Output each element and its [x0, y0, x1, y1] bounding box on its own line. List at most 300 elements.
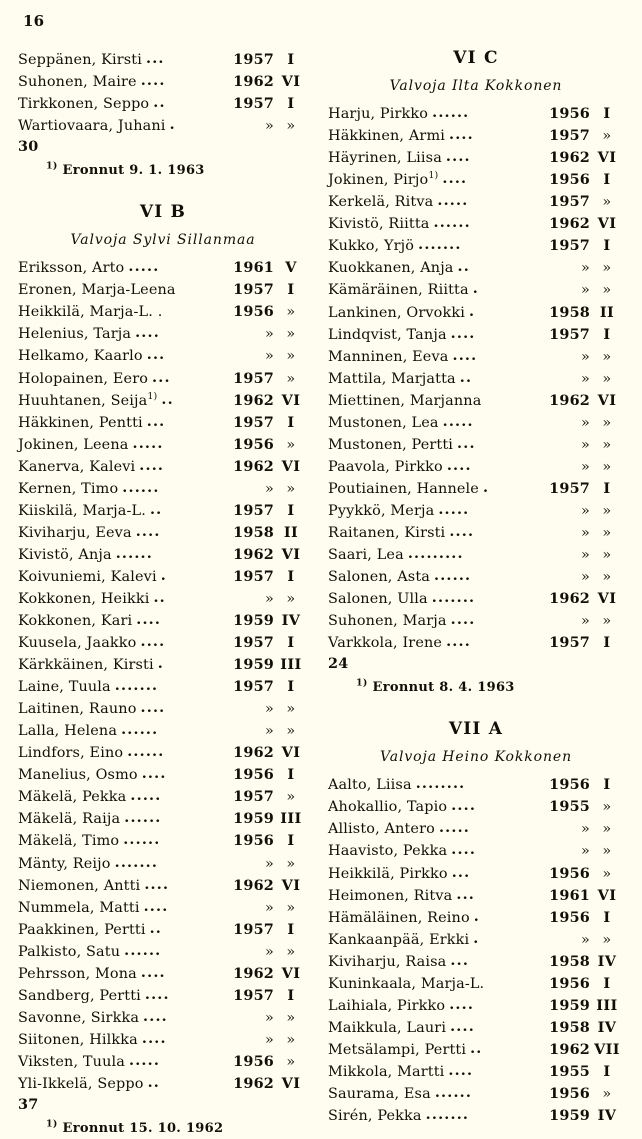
entry-name: Haavisto, Pekka	[328, 843, 448, 860]
entry-name: Eriksson, Arto	[18, 260, 125, 277]
entry-year: 1956	[549, 1084, 590, 1102]
entry-leader-dots: ..	[459, 368, 473, 386]
roster-entry	[18, 919, 308, 941]
entry-year: »	[580, 282, 590, 299]
entry-name: Heimonen, Ritva	[328, 887, 453, 904]
roster-entry	[18, 93, 308, 115]
roster-entry	[328, 478, 624, 500]
entry-year: »	[264, 480, 274, 497]
entry-leader-dots: .......	[114, 853, 159, 871]
entry-class: »	[286, 370, 296, 387]
entry-class: I	[603, 634, 611, 652]
roster-entry	[18, 500, 308, 522]
entry-year: 1962	[549, 391, 590, 409]
entry-name: Kerkelä, Ritva	[328, 194, 434, 211]
roster-entry	[328, 995, 624, 1017]
entry-leader-dots: .....	[442, 412, 474, 430]
roster-total: 24	[328, 655, 349, 673]
roster-entry	[18, 522, 308, 544]
roster-entry	[328, 522, 624, 544]
entry-year: 1957	[549, 193, 590, 211]
right-sections	[328, 49, 624, 1127]
entry-name: Kankaanpää, Erkki	[328, 931, 470, 948]
entry-name: Niemonen, Antti	[18, 877, 141, 894]
class-heading: VI B	[139, 202, 187, 223]
entry-class: I	[603, 974, 611, 992]
entry-name: Yli-Ikkelä, Seppo	[18, 1076, 144, 1092]
left-column	[18, 49, 314, 1139]
entry-leader-dots: .	[472, 280, 479, 298]
roster-entry	[18, 1029, 308, 1051]
entry-leader-dots: ....	[449, 126, 474, 144]
entry-leader-dots: .........	[407, 545, 464, 563]
footnote-marker: 1)	[356, 677, 368, 689]
roster-entry	[18, 434, 308, 456]
entry-year: »	[580, 348, 590, 365]
roster-entry	[18, 412, 308, 434]
entry-year: 1955	[549, 1062, 590, 1080]
roster-entry	[18, 49, 308, 71]
roster-entry	[18, 566, 308, 588]
entry-leader-dots: ...	[451, 863, 471, 881]
roster-entry	[328, 434, 624, 456]
entry-year: 1959	[549, 996, 590, 1014]
entry-year: 1955	[549, 798, 590, 816]
entry-year: 1962	[233, 1075, 274, 1092]
entry-leader-dots: ...	[146, 346, 166, 364]
entry-class: »	[286, 1009, 296, 1026]
entry-class: »	[286, 1053, 296, 1070]
roster-entry	[18, 654, 308, 676]
entry-class: VI	[281, 73, 301, 91]
roster-entry	[328, 907, 624, 929]
entry-year: 1957	[233, 678, 274, 696]
entry-year: 1961	[233, 259, 274, 277]
entry-name: Häkkinen, Armi	[328, 128, 445, 145]
entry-class: VI	[597, 590, 617, 608]
entry-class: »	[602, 458, 612, 475]
entry-leader-dots: ..	[153, 94, 166, 112]
entry-name: Maikkula, Lauri	[328, 1019, 447, 1036]
entry-year: »	[264, 1009, 274, 1026]
entry-year: 1959	[233, 612, 274, 630]
entry-year: »	[264, 943, 274, 960]
entry-name: Holopainen, Eero	[18, 370, 149, 387]
entry-leader-dots: ..	[149, 919, 163, 937]
left-sections	[18, 203, 308, 1139]
entry-year: 1962	[233, 457, 274, 475]
entry-year: 1956	[549, 908, 590, 926]
entry-year: »	[264, 590, 274, 607]
entry-leader-dots: ..	[149, 500, 163, 518]
entry-class: IV	[597, 1018, 617, 1036]
entry-year: 1958	[549, 303, 590, 321]
entry-year: 1957	[233, 369, 274, 387]
entry-leader-dots: ..	[470, 1039, 483, 1057]
entry-year: 1959	[233, 656, 274, 674]
entry-class: »	[286, 326, 296, 343]
entry-name: Seppänen, Kirsti	[18, 52, 142, 68]
entry-leader-dots: ....	[135, 522, 161, 540]
entry-class: I	[287, 567, 295, 585]
entry-leader-dots: ....	[143, 897, 169, 915]
roster-entry	[328, 1061, 624, 1083]
entry-name: Saurama, Esa	[328, 1085, 431, 1102]
roster-entry	[18, 279, 308, 301]
entry-name: Ahokallio, Tapio	[328, 799, 448, 816]
entry-class: »	[286, 348, 296, 365]
entry-class: »	[286, 899, 296, 916]
entry-class: II	[283, 523, 299, 541]
entry-leader-dots: ....	[450, 1017, 475, 1035]
entry-name: Nummela, Matti	[18, 899, 140, 916]
entry-year: 1962	[233, 876, 274, 894]
entry-class: »	[602, 502, 612, 519]
roster-list	[328, 774, 624, 1127]
page-number: 16	[23, 12, 45, 30]
footnote-text: Eronnut 9. 1. 1963	[62, 163, 205, 179]
roster-entry	[18, 390, 308, 412]
entry-year: »	[580, 613, 590, 630]
entry-name: Harju, Pirkko	[328, 106, 429, 123]
entry-year: »	[264, 326, 274, 343]
roster-entry	[18, 456, 308, 478]
entry-class: »	[602, 282, 612, 299]
entry-name: Hämäläinen, Reino	[328, 909, 470, 926]
entry-class: »	[286, 436, 296, 453]
entry-class: I	[287, 51, 295, 68]
two-column-body	[18, 49, 624, 1139]
roster-entry	[18, 1073, 308, 1095]
entry-leader-dots: ....	[450, 324, 476, 342]
entry-year: 1962	[549, 590, 590, 608]
roster-entry	[18, 478, 308, 500]
entry-name: Varkkola, Irene	[328, 635, 443, 652]
entry-year: »	[580, 569, 590, 586]
entry-name: Mänty, Reijo	[18, 855, 111, 872]
entry-leader-dots: ....	[448, 1061, 474, 1079]
class-heading: VI C	[453, 48, 499, 68]
entry-year: »	[580, 414, 590, 431]
entry-year: 1962	[233, 391, 274, 409]
entry-class: »	[286, 118, 296, 135]
entry-year: 1959	[233, 810, 274, 828]
entry-name: Laine, Tuula	[18, 679, 111, 696]
entry-name: Kivistö, Anja	[18, 546, 112, 563]
entry-year: 1957	[233, 501, 274, 519]
roster-entry	[328, 796, 624, 818]
entry-year: 1957	[233, 986, 274, 1004]
roster-entry	[328, 235, 624, 257]
entry-leader-dots: ....	[144, 875, 170, 893]
entry-class: IV	[597, 1107, 617, 1125]
entry-name: Kanerva, Kalevi	[18, 458, 136, 475]
entry-year: »	[580, 931, 590, 948]
entry-name: Kiiskilä, Marja-L.	[18, 502, 146, 519]
entry-leader-dots: .....	[437, 192, 469, 210]
entry-class: »	[286, 789, 296, 806]
supervisor-line: Valvoja Heino Kokkonen	[379, 748, 573, 765]
roster-entry	[328, 103, 624, 125]
entry-leader-dots: ....	[442, 170, 468, 188]
entry-name: Tirkkonen, Seppo	[18, 96, 150, 113]
entry-leader-dots: ....	[450, 611, 476, 629]
entry-year: »	[264, 855, 274, 872]
entry-year: »	[264, 899, 274, 916]
entry-class: »	[602, 436, 612, 453]
roster-entry	[328, 610, 624, 632]
roster-entry	[18, 610, 308, 632]
entry-name: Kokkonen, Kari	[18, 613, 133, 630]
entry-leader-dots: ......	[432, 104, 470, 122]
entry-name: Kuokkanen, Anja	[328, 260, 454, 277]
roster-entry	[18, 808, 308, 830]
entry-class: I	[287, 281, 295, 299]
entry-leader-dots: ....	[136, 611, 162, 629]
entry-year: 1957	[549, 127, 590, 145]
entry-class: VI	[597, 215, 617, 233]
entry-year: 1962	[549, 1040, 590, 1058]
entry-name: Kernen, Timo	[18, 480, 119, 497]
entry-leader-dots: ......	[434, 567, 472, 585]
roster-entry	[18, 588, 308, 610]
entry-class: I	[287, 634, 295, 652]
entry-year: 1962	[549, 215, 590, 233]
entry-name: Paakkinen, Pertti	[18, 921, 146, 938]
entry-class: »	[602, 799, 612, 816]
entry-leader-dots: ......	[123, 831, 161, 849]
entry-year: 1957	[233, 634, 274, 652]
entry-leader-dots: ..	[161, 390, 174, 408]
entry-leader-dots: ......	[124, 941, 162, 959]
entry-year: »	[580, 458, 590, 475]
entry-class: »	[286, 590, 296, 607]
entry-leader-dots: .	[469, 302, 476, 320]
entry-class: IV	[281, 612, 301, 630]
entry-year: »	[580, 370, 590, 387]
roster-entry	[18, 676, 308, 698]
entry-leader-dots: .......	[425, 1106, 470, 1124]
entry-name: Sirén, Pekka	[328, 1108, 422, 1125]
entry-class: II	[599, 303, 615, 321]
entry-class: I	[603, 105, 611, 123]
entry-class: »	[286, 304, 296, 321]
entry-class: III	[280, 656, 302, 674]
roster-entry	[328, 973, 624, 995]
entry-name: Kuninkaala, Marja-L.	[328, 975, 485, 992]
entry-class: »	[286, 1031, 296, 1048]
roster-entry	[18, 963, 308, 985]
entry-name: Kiviharju, Raisa	[328, 953, 447, 970]
entry-year: 1958	[549, 952, 590, 970]
entry-leader-dots: ....	[140, 963, 166, 981]
roster-list-continued	[18, 49, 308, 137]
roster-entry	[328, 566, 624, 588]
entry-leader-dots: ......	[115, 544, 153, 562]
roster-list	[328, 103, 624, 654]
entry-name: Metsälampi, Pertti	[328, 1041, 467, 1058]
entry-name: Suhonen, Marja	[328, 613, 447, 630]
entry-class: »	[286, 701, 296, 718]
supervisor-line: Valvoja Ilta Kokkonen	[389, 77, 563, 94]
roster-entry	[328, 840, 624, 862]
roster-entry	[328, 774, 624, 796]
entry-class: »	[602, 194, 612, 211]
entry-class: I	[603, 908, 611, 926]
entry-leader-dots: ......	[121, 721, 159, 739]
entry-year: 1958	[549, 1018, 590, 1036]
entry-leader-dots: ....	[446, 456, 472, 474]
entry-name: Sandberg, Pertti	[18, 987, 141, 1004]
footnote-continued	[46, 161, 308, 181]
entry-leader-dots: .....	[130, 787, 162, 805]
entry-name: Laitinen, Rauno	[18, 701, 137, 718]
entry-class: »	[602, 569, 612, 586]
entry-year: 1957	[549, 479, 590, 497]
entry-name: Miettinen, Marjanna	[328, 392, 482, 409]
entry-name: Lindfors, Eino	[18, 745, 124, 762]
entry-name: Palkisto, Satu	[18, 943, 121, 960]
entry-name: Lalla, Helena	[18, 723, 118, 740]
entry-year: 1957	[233, 281, 274, 299]
entry-class: I	[287, 678, 295, 696]
entry-name: Wartiovaara, Juhani	[18, 118, 166, 135]
entry-leader-dots: ....	[140, 72, 166, 90]
entry-leader-dots: ...	[152, 368, 171, 386]
roster-entry	[18, 71, 308, 93]
entry-class: I	[287, 413, 295, 431]
entry-name: Häyrinen, Liisa	[328, 150, 442, 167]
roster-entry	[18, 301, 308, 323]
entry-year: 1957	[233, 413, 274, 431]
entry-year: 1956	[549, 105, 590, 123]
entry-year: »	[580, 436, 590, 453]
entry-leader-dots: .....	[128, 1051, 161, 1069]
entry-year: 1957	[233, 51, 274, 68]
entry-class: »	[286, 723, 296, 740]
entry-name: Mäkelä, Raija	[18, 811, 121, 828]
entry-name: Aalto, Liisa	[328, 777, 412, 794]
entry-class: »	[602, 547, 612, 564]
entry-leader-dots: ....	[143, 1007, 168, 1025]
entry-name: Manelius, Osmo	[18, 767, 138, 784]
entry-year: 1962	[233, 545, 274, 563]
roster-total: 37	[18, 1096, 39, 1114]
entry-class: VII	[594, 1040, 620, 1058]
entry-leader-dots: ...	[457, 434, 476, 452]
entry-name: Laihiala, Pirkko	[328, 997, 446, 1014]
entry-year: 1957	[549, 634, 590, 652]
roster-entry	[18, 853, 308, 875]
entry-name: Allisto, Antero	[328, 821, 435, 838]
roster-entry	[328, 885, 624, 907]
roster-entry	[328, 324, 624, 346]
entry-name: Kukko, Yrjö	[328, 238, 415, 255]
roster-entry	[328, 390, 624, 412]
entry-class: VI	[281, 545, 301, 563]
roster-entry	[328, 412, 624, 434]
entry-class: »	[602, 843, 612, 860]
entry-class: »	[602, 865, 612, 882]
entry-leader-dots: .	[160, 566, 167, 584]
roster-entry	[328, 544, 624, 566]
roster-entry	[18, 1051, 308, 1073]
entry-leader-dots: ...	[146, 412, 166, 430]
roster-entry	[328, 951, 624, 973]
roster-entry	[328, 368, 624, 390]
entry-class: »	[602, 370, 612, 387]
entry-class: VI	[281, 744, 301, 762]
entry-leader-dots: ...	[450, 951, 470, 969]
entry-name: Salonen, Asta	[328, 569, 430, 586]
right-column	[328, 49, 624, 1139]
entry-class: III	[596, 996, 618, 1014]
entry-year: 1962	[233, 964, 274, 982]
entry-name: Poutiainen, Hannele	[328, 480, 479, 497]
roster-entry	[18, 698, 308, 720]
entry-name: Siitonen, Hilkka	[18, 1031, 138, 1048]
entry-leader-dots: ..	[153, 588, 166, 606]
entry-leader-dots: ....	[135, 324, 160, 342]
roster-entry	[328, 818, 624, 840]
entry-year: 1962	[233, 744, 274, 762]
roster-entry	[18, 345, 308, 367]
entry-leader-dots: ....	[139, 456, 165, 474]
entry-leader-dots: ......	[433, 214, 471, 232]
roster-entry	[328, 147, 624, 169]
entry-leader-dots: ....	[445, 148, 471, 166]
entry-year: 1957	[549, 325, 590, 343]
entry-year: 1957	[233, 95, 274, 113]
entry-class: I	[603, 1062, 611, 1080]
entry-class: »	[286, 855, 296, 872]
entry-leader-dots: ....	[449, 522, 475, 540]
entry-class: I	[287, 920, 295, 938]
entry-leader-dots: ....	[144, 985, 170, 1003]
roster-entry	[328, 302, 624, 324]
entry-year: »	[580, 502, 590, 519]
entry-year: 1956	[233, 303, 274, 321]
entry-year: 1962	[549, 149, 590, 167]
entry-year: 1956	[549, 864, 590, 882]
entry-leader-dots: ....	[141, 1029, 167, 1047]
entry-name: Kärkkäinen, Kirsti	[18, 657, 154, 674]
entry-class: I	[287, 832, 295, 850]
entry-name: Raitanen, Kirsti	[328, 524, 446, 541]
roster-entry	[18, 368, 308, 390]
entry-class: »	[602, 524, 612, 541]
entry-year: »	[264, 348, 274, 365]
entry-name: Salonen, Ulla	[328, 591, 428, 608]
entry-name: Mustonen, Pertti	[328, 436, 454, 453]
entry-leader-dots: ......	[122, 478, 160, 496]
entry-class: VI	[281, 391, 301, 409]
entry-year: »	[264, 701, 274, 718]
roster-entry	[328, 588, 624, 610]
entry-year: 1961	[549, 886, 590, 904]
roster-total-continued: 30	[18, 138, 39, 156]
roster-entry	[18, 720, 308, 742]
entry-class: »	[602, 260, 612, 277]
entry-name: Helenius, Tarja	[18, 326, 132, 343]
entry-class: »	[602, 348, 612, 365]
entry-class: »	[286, 943, 296, 960]
entry-leader-dots: ........	[415, 775, 466, 793]
roster-entry	[18, 897, 308, 919]
entry-name: Heikkilä, Marja-L. .	[18, 304, 163, 321]
entry-name: Häkkinen, Pentti	[18, 414, 143, 431]
entry-year: 1958	[233, 523, 274, 541]
